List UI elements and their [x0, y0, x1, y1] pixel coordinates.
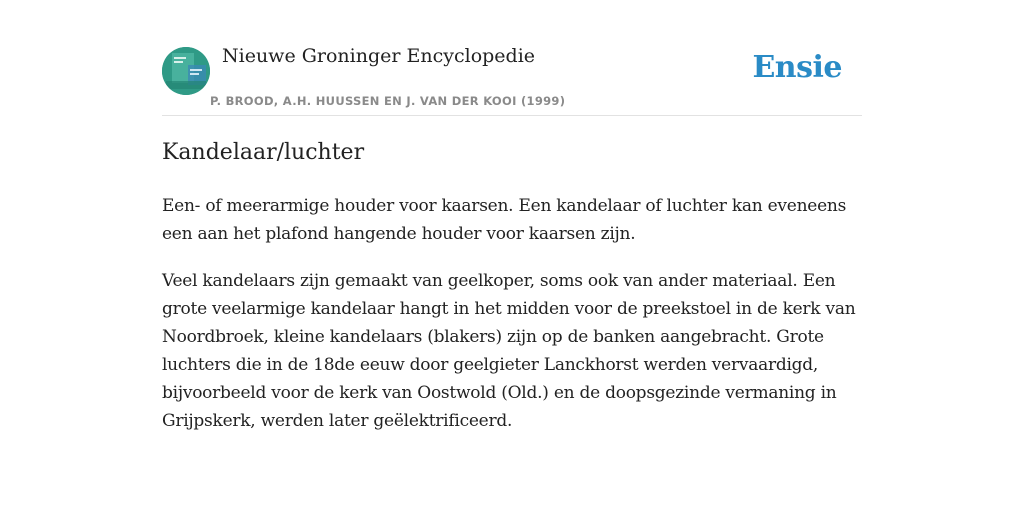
book-cover-thumbnail[interactable] [162, 47, 210, 95]
source-authors: P. BROOD, A.H. HUUSSEN EN J. VAN DER KOOI (1999) [210, 94, 566, 108]
encyclopedia-card [162, 0, 862, 512]
entry-paragraph: Veel kandelaars zijn gemaakt van geelkoper, soms ook van ander materiaal. Een grote veelarmige kandelaar hangt in het midden voor de preekstoel in de kerk van Noordbroek, kleine kandelaars (blakers) zijn op de banken aangebracht. Grote luchters die in de 18de eeuw door geelgieter Lanckhorst werden vervaardigd, bijvoorbeeld voor de kerk van Oostwold (Old.) en de doopsgezinde vermaning in Grijpskerk, werden later geëlektrificeerd. [162, 271, 856, 431]
entry-body [162, 192, 862, 454]
entry-paragraph: Een- of meerarmige houder voor kaarsen. Een kandelaar of luchter kan eveneens een aan het plafond hangende houder voor kaarsen zijn. [162, 196, 847, 244]
book-cover-image [162, 47, 210, 95]
source-title[interactable]: Nieuwe Groninger Encyclopedie [222, 45, 536, 67]
entry-title: Kandelaar/luchter [162, 140, 365, 165]
ensie-logo[interactable]: Ensie [752, 50, 842, 85]
source-header [162, 0, 862, 116]
